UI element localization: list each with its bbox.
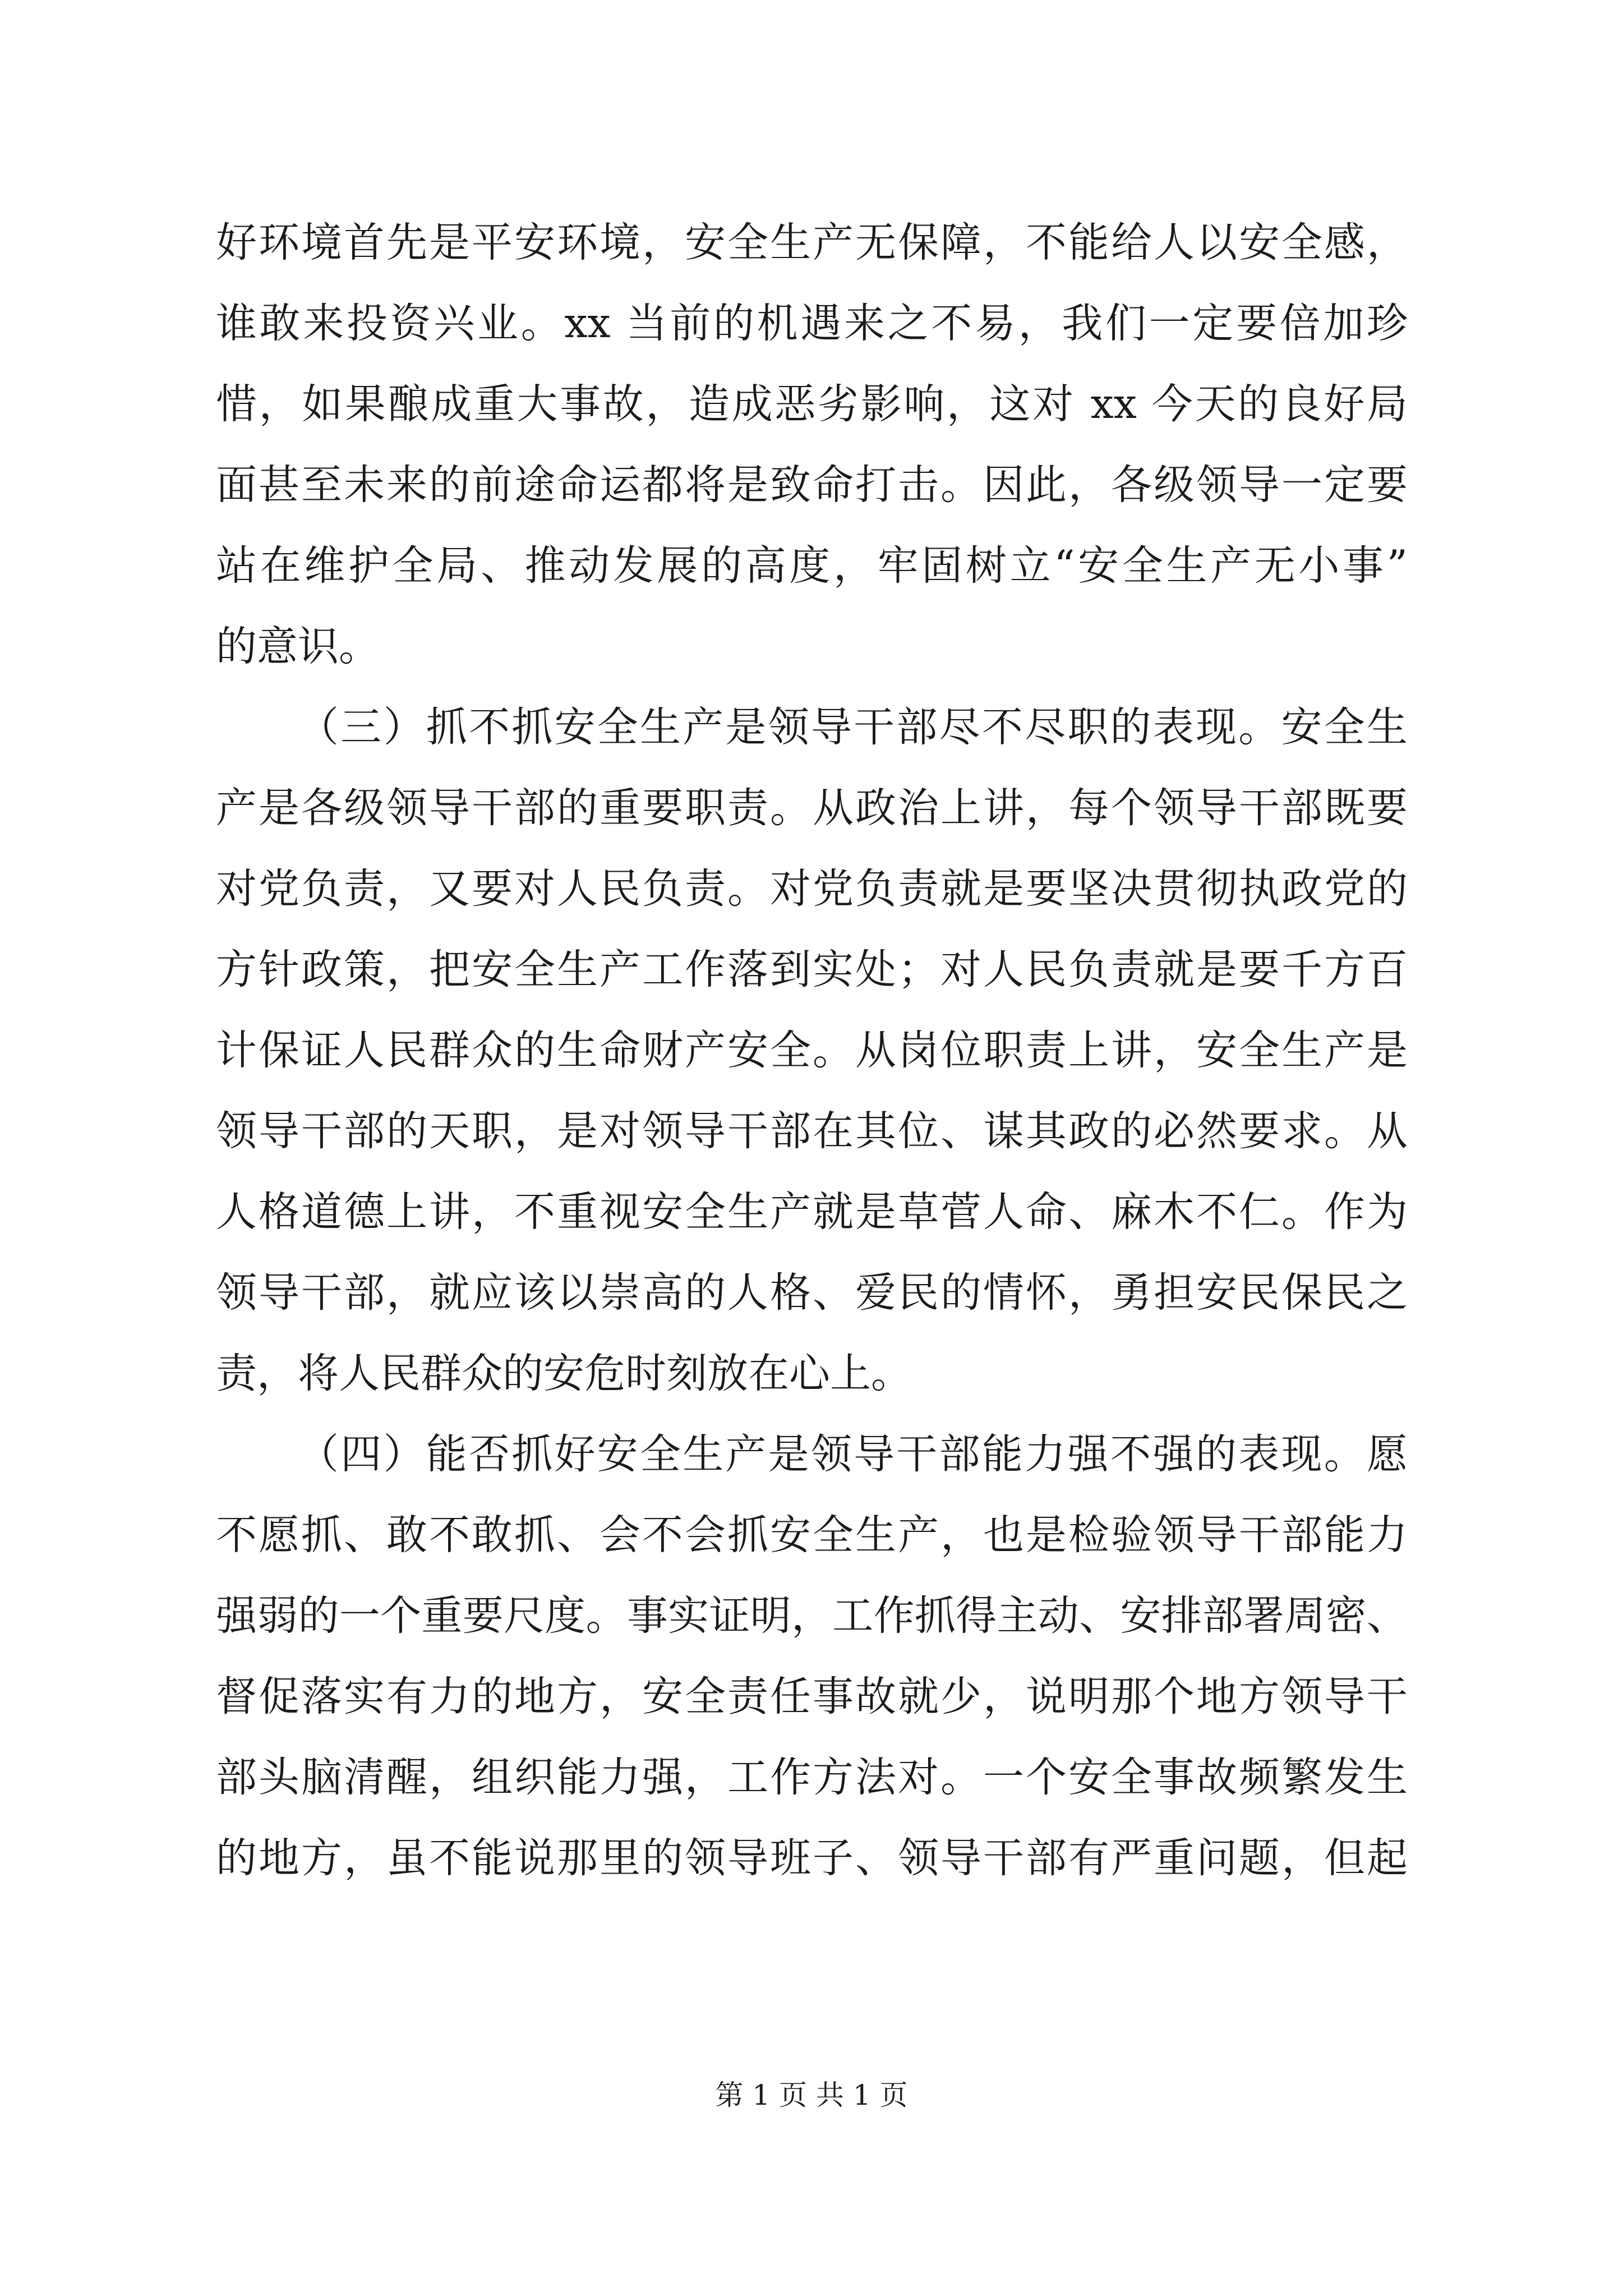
text-line: 督促落实有力的地方，安全责任事故就少，说明那个地方领导干 — [216, 1673, 1408, 1720]
paragraph-start-line: （四）能否抓好安全生产是领导干部能力强不强的表现。愿 — [298, 1430, 1408, 1478]
text-line: 方针政策，把安全生产工作落到实处；对人民负责就是要千方百 — [216, 946, 1408, 993]
text-line: 人格道德上讲，不重视安全生产就是草菅人命、麻木不仁。作为 — [216, 1188, 1408, 1236]
text-line: 强弱的一个重要尺度。事实证明，工作抓得主动、安排部署周密、 — [216, 1592, 1408, 1640]
text-line: 不愿抓、敢不敢抓、会不会抓安全生产，也是检验领导干部能力 — [216, 1511, 1408, 1559]
text-line: 责，将人民群众的安危时刻放在心上。 — [216, 1350, 912, 1397]
text-line: 谁敢来投资兴业。xx 当前的机遇来之不易，我们一定要倍加珍 — [216, 300, 1408, 347]
text-line: 领导干部，就应该以崇高的人格、爱民的情怀，勇担安民保民之 — [216, 1269, 1408, 1317]
page-number-footer: 第 1 页 共 1 页 — [715, 2079, 908, 2111]
text-line: 面甚至未来的前途命运都将是致命打击。因此，各级领导一定要 — [216, 461, 1408, 509]
text-line: 好环境首先是平安环境，安全生产无保障，不能给人以安全感， — [216, 219, 1408, 266]
text-line: 部头脑清醒，组织能力强，工作方法对。一个安全事故频繁发生 — [216, 1754, 1408, 1801]
text-line: 的意识。 — [216, 623, 380, 670]
text-line: 领导干部的天职，是对领导干部在其位、谋其政的必然要求。从 — [216, 1107, 1408, 1155]
text-line: 产是各级领导干部的重要职责。从政治上讲，每个领导干部既要 — [216, 784, 1408, 832]
text-line: 对党负责，又要对人民负责。对党负责就是要坚决贯彻执政党的 — [216, 865, 1408, 913]
text-line: 计保证人民群众的生命财产安全。从岗位职责上讲，安全生产是 — [216, 1027, 1408, 1074]
text-line: 的地方，虽不能说那里的领导班子、领导干部有严重问题，但起 — [216, 1834, 1408, 1882]
paragraph-start-line: （三）抓不抓安全生产是领导干部尽不尽职的表现。安全生 — [298, 703, 1408, 751]
text-line: 站在维护全局、推动发展的高度，牢固树立“安全生产无小事” — [216, 542, 1408, 590]
text-line: 惜，如果酿成重大事故，造成恶劣影响，这对 xx 今天的良好局 — [216, 380, 1408, 428]
